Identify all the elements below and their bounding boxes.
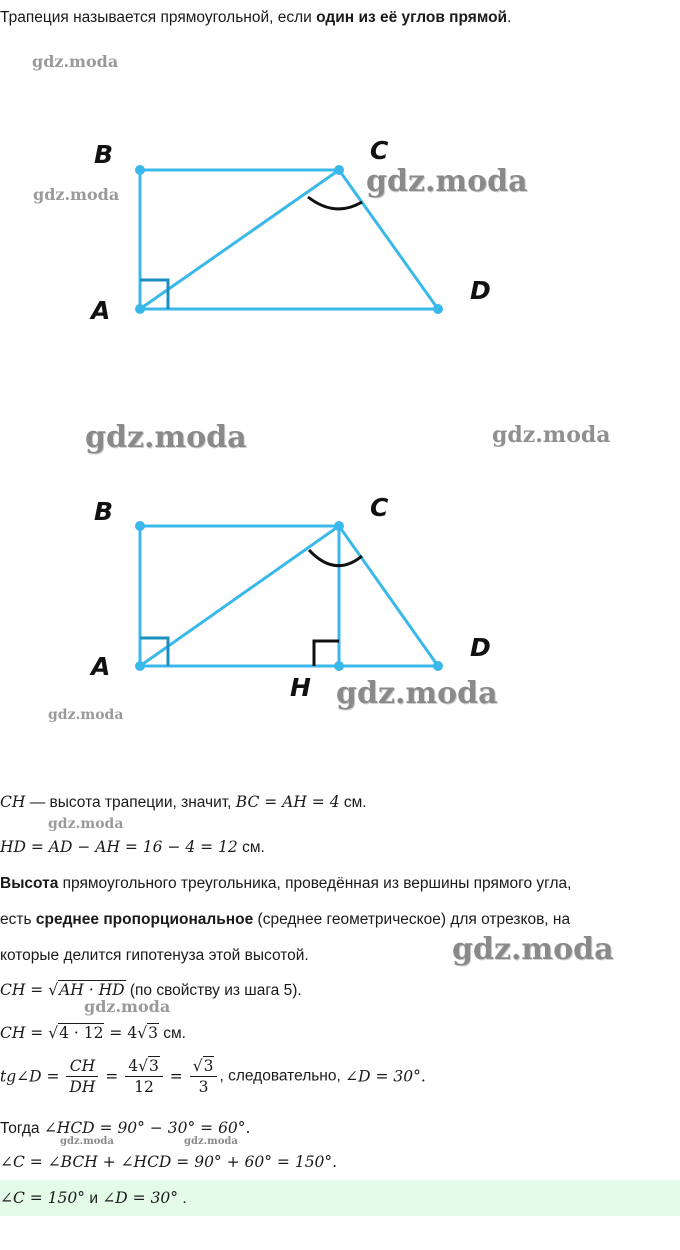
line-1	[0, 792, 367, 813]
text: см.	[339, 794, 367, 811]
text: прямоугольного треугольника, проведённая из вершины прямого угла,	[58, 875, 572, 892]
text: , следовательно,	[219, 1067, 346, 1085]
text: см.	[237, 839, 265, 856]
angle-arc-c	[308, 197, 362, 209]
fraction	[190, 1056, 218, 1097]
fraction	[66, 1056, 98, 1097]
point-d	[433, 661, 443, 671]
numerator: CH	[66, 1056, 98, 1077]
point-b	[135, 521, 145, 531]
text: и	[85, 1190, 103, 1207]
point-c	[334, 165, 344, 175]
point-a	[135, 304, 145, 314]
watermark: gdz.moda	[33, 185, 120, 204]
denominator: 3	[198, 1078, 209, 1096]
point-b	[135, 165, 145, 175]
line-6: CH = √AH · HD (по свойству из шага 5).	[0, 981, 302, 999]
line-7: CH = √4 · 12 = 4√3 см.	[0, 1024, 186, 1042]
watermark: gdz.moda	[48, 707, 124, 723]
math: ∠D = 30°	[102, 1189, 179, 1207]
text: есть	[0, 911, 36, 928]
point-d	[433, 304, 443, 314]
intro-text	[0, 8, 511, 28]
watermark: gdz.moda	[48, 816, 124, 832]
fraction	[125, 1056, 163, 1097]
watermark: gdz.moda	[184, 1136, 238, 1147]
label-a: A	[91, 296, 111, 325]
radicand: 3	[148, 1057, 159, 1075]
numerator: 4√3	[125, 1056, 163, 1077]
watermark: gdz.moda	[366, 164, 528, 199]
watermark: gdz.moda	[84, 997, 171, 1016]
math: BC = AH = 4	[235, 793, 340, 811]
math: HD = AD − AH = 16 − 4 = 12	[0, 838, 238, 856]
watermark: gdz.moda	[452, 932, 614, 967]
label-d: D	[470, 276, 491, 305]
label-b: B	[94, 140, 114, 169]
math: CH =	[0, 1024, 49, 1042]
label-d: D	[470, 633, 491, 662]
math: ∠HCD = 90° − 30° = 60°.	[43, 1119, 251, 1137]
text: которые делится гипотенуза этой высотой.	[0, 947, 309, 964]
line-4	[0, 910, 570, 930]
point-h	[334, 661, 344, 671]
label-a: A	[91, 652, 111, 681]
math: ∠C = 150°	[0, 1189, 86, 1207]
radicand: 4 · 12	[59, 1024, 104, 1042]
bold-text: Высота	[0, 875, 59, 892]
numerator: √3	[190, 1056, 218, 1077]
radicand: 3	[203, 1057, 214, 1075]
math: ∠C = ∠BCH + ∠HCD = 90° + 60° = 150°.	[0, 1153, 338, 1171]
label-b: B	[94, 497, 114, 526]
text: — высота трапеции, значит,	[25, 794, 236, 811]
watermark: gdz.moda	[492, 422, 611, 448]
line-5	[0, 946, 309, 966]
answer-line	[0, 1188, 187, 1209]
line-8	[0, 1056, 426, 1097]
math: tg∠D =	[0, 1067, 65, 1086]
denominator: DH	[69, 1078, 96, 1096]
line-2	[0, 837, 265, 858]
radicand: AH · HD	[59, 981, 125, 999]
watermark: gdz.moda	[32, 52, 119, 71]
point-c	[334, 521, 344, 531]
math: ∠D = 30°.	[345, 1067, 426, 1086]
line-3	[0, 874, 571, 894]
math: CH	[0, 793, 26, 811]
watermark: gdz.moda	[60, 1136, 114, 1147]
watermark: gdz.moda	[336, 676, 498, 711]
angle-arc-c	[309, 550, 362, 566]
intro-prefix: Трапеция называется прямоугольной, если	[0, 9, 317, 26]
intro-bold: один из её углов прямой	[316, 9, 508, 26]
line-9	[0, 1118, 250, 1139]
diagonal-ac	[140, 170, 339, 309]
watermark: gdz.moda	[85, 420, 247, 455]
math: = 4	[104, 1024, 138, 1042]
right-angle-mark-h	[314, 641, 339, 666]
math: =	[100, 1067, 124, 1086]
point-a	[135, 661, 145, 671]
math: =	[164, 1067, 188, 1086]
label-h: H	[290, 673, 311, 702]
side-cd	[339, 170, 438, 309]
denominator: 12	[134, 1078, 154, 1096]
label-c: C	[370, 136, 389, 165]
math: 4	[128, 1057, 139, 1075]
diagonal-ac	[140, 526, 339, 666]
text: (среднее геометрическое) для отрезков, на	[253, 911, 571, 928]
math: CH =	[0, 981, 49, 999]
text: см.	[158, 1025, 186, 1042]
text: (по свойству из шага 5).	[125, 982, 302, 999]
radicand: 3	[148, 1024, 158, 1042]
label-c: C	[370, 493, 389, 522]
text: .	[178, 1190, 187, 1207]
intro-suffix: .	[507, 9, 512, 26]
text: Тогда	[0, 1120, 44, 1137]
bold-text: среднее пропорциональное	[35, 911, 254, 928]
side-cd	[339, 526, 438, 666]
line-10	[0, 1152, 337, 1173]
